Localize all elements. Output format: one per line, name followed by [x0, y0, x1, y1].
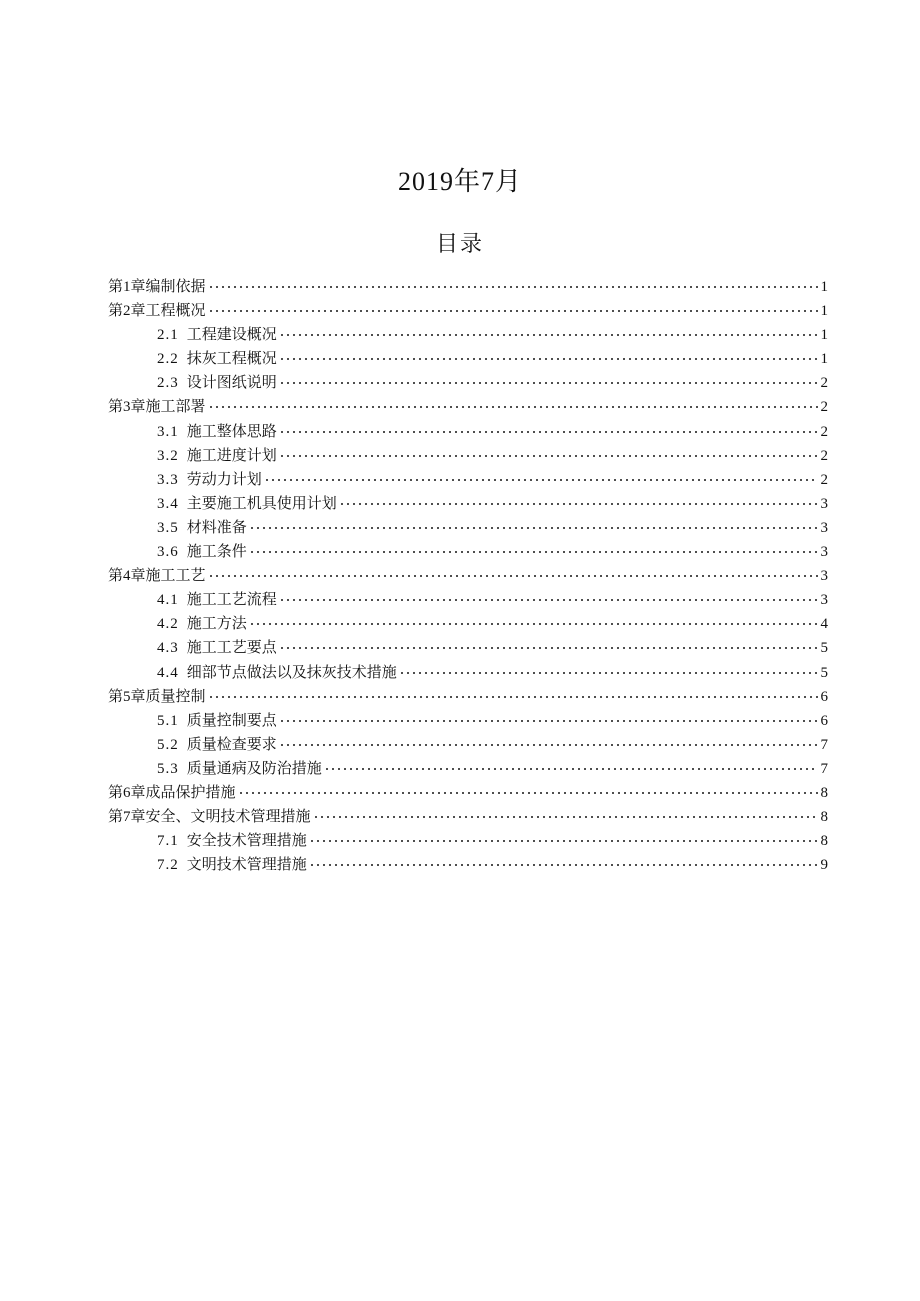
toc-page-number: 8	[820, 784, 828, 801]
toc-dot-leader	[279, 455, 818, 457]
toc-page-number: 1	[820, 327, 828, 344]
toc-entry-number: 5.3	[157, 760, 179, 777]
toc-dot-leader	[249, 623, 818, 625]
toc-entry-number: 2.3	[157, 375, 179, 392]
toc-entry-title: 设计图纸说明	[186, 375, 277, 392]
toc-page-number: 4	[820, 616, 828, 633]
toc-page-number: 9	[820, 857, 828, 874]
toc-section-entry[interactable]	[108, 492, 828, 516]
toc-entry-title: 质量控制要点	[186, 712, 277, 729]
toc-dot-leader	[309, 864, 818, 866]
toc-dot-leader	[238, 792, 818, 794]
toc-page-number: 7	[820, 736, 828, 753]
toc-dot-leader	[279, 647, 818, 649]
toc-dot-leader	[279, 334, 818, 336]
toc-entry-title: 第4章施工工艺	[108, 568, 206, 585]
toc-chapter-entry[interactable]	[108, 299, 828, 323]
toc-entry-number: 2.2	[157, 351, 179, 368]
toc-heading: 目录	[435, 231, 484, 256]
toc-chapter-entry[interactable]	[108, 275, 828, 299]
toc-chapter-entry[interactable]	[108, 564, 828, 588]
toc-dot-leader	[264, 479, 818, 481]
toc-entry-number: 3.2	[157, 447, 179, 464]
toc-page-number: 2	[820, 423, 828, 440]
toc-entry-title: 施工进度计划	[186, 447, 277, 464]
toc-entry-number: 3.4	[157, 495, 179, 512]
toc-dot-leader	[279, 382, 818, 384]
toc-chapter-entry[interactable]	[108, 685, 828, 709]
toc-entry-number: 2.1	[157, 327, 179, 344]
toc-dot-leader	[399, 672, 818, 674]
toc-page-number: 5	[820, 664, 828, 681]
toc-page-number: 1	[820, 351, 828, 368]
toc-page-number: 2	[820, 471, 828, 488]
toc-entry-number: 3.6	[157, 544, 179, 561]
toc-section-entry[interactable]	[108, 853, 828, 877]
toc-dot-leader	[279, 744, 818, 746]
toc-section-entry[interactable]	[108, 733, 828, 757]
toc-page-number: 3	[820, 568, 828, 585]
toc-dot-leader	[279, 358, 818, 360]
toc-page-number: 7	[820, 760, 828, 777]
toc-chapter-entry[interactable]	[108, 781, 828, 805]
toc-page-number: 3	[820, 495, 828, 512]
toc-section-entry[interactable]	[108, 516, 828, 540]
toc-dot-leader	[208, 696, 818, 698]
toc-page-number: 1	[820, 303, 828, 320]
toc-entry-number: 4.1	[157, 592, 179, 609]
toc-section-entry[interactable]	[108, 323, 828, 347]
toc-entry-title: 文明技术管理措施	[186, 857, 307, 874]
toc-page-number: 1	[820, 279, 828, 295]
toc-page-number: 6	[820, 712, 828, 729]
toc-chapter-entry[interactable]	[108, 805, 828, 829]
toc-entry-number: 7.2	[157, 857, 179, 874]
toc-dot-leader	[208, 406, 818, 408]
toc-entry-title: 第7章安全、文明技术管理措施	[108, 809, 311, 826]
toc-entry-title: 第1章编制依据	[108, 279, 206, 295]
toc-page-number: 3	[820, 544, 828, 561]
toc-page-number: 3	[820, 592, 828, 609]
toc-section-entry[interactable]	[108, 709, 828, 733]
toc-page-number: 6	[820, 688, 828, 705]
toc-entry-title: 质量通病及防治措施	[186, 760, 322, 777]
toc-entry-title: 细部节点做法以及抹灰技术措施	[186, 664, 397, 681]
toc-entry-title: 抹灰工程概况	[186, 351, 277, 368]
toc-section-entry[interactable]	[108, 420, 828, 444]
toc-entry-number: 3.3	[157, 471, 179, 488]
toc-entry-title: 第2章工程概况	[108, 303, 206, 320]
toc-entry-title: 主要施工机具使用计划	[186, 495, 337, 512]
toc-entry-title: 安全技术管理措施	[186, 833, 307, 850]
toc-chapter-entry[interactable]	[108, 395, 828, 419]
toc-section-entry[interactable]	[108, 757, 828, 781]
toc-page-number: 3	[820, 519, 828, 536]
toc-dot-leader	[279, 599, 818, 601]
toc-section-entry[interactable]	[108, 661, 828, 685]
toc-dot-leader	[249, 527, 818, 529]
toc-dot-leader	[309, 840, 818, 842]
toc-section-entry[interactable]	[108, 636, 828, 660]
toc-dot-leader	[339, 503, 818, 505]
toc-entry-title: 质量检查要求	[186, 736, 277, 753]
toc-entry-title: 工程建设概况	[186, 327, 277, 344]
toc-page-number: 2	[820, 399, 828, 416]
toc-entry-number: 3.1	[157, 423, 179, 440]
toc-entry-title: 劳动力计划	[186, 471, 262, 488]
toc-entry-number: 7.1	[157, 833, 179, 850]
toc-section-entry[interactable]	[108, 612, 828, 636]
toc-dot-leader	[313, 816, 818, 818]
toc-section-entry[interactable]	[108, 371, 828, 395]
toc-entry-title: 第5章质量控制	[108, 688, 206, 705]
toc-entry-title: 施工工艺要点	[186, 640, 277, 657]
toc-page-number: 8	[820, 833, 828, 850]
toc-dot-leader	[208, 286, 818, 288]
toc-dot-leader	[208, 310, 818, 312]
toc-page-number: 5	[820, 640, 828, 657]
toc-entry-number: 4.4	[157, 664, 179, 681]
toc-section-entry[interactable]	[108, 588, 828, 612]
toc-page-number: 2	[820, 447, 828, 464]
toc-page-number: 2	[820, 375, 828, 392]
toc-section-entry[interactable]	[108, 347, 828, 371]
toc-section-entry[interactable]	[108, 468, 828, 492]
toc-dot-leader	[279, 431, 818, 433]
toc-entry-title: 施工整体思路	[186, 423, 277, 440]
toc-dot-leader	[324, 768, 818, 770]
toc-entry-title: 材料准备	[186, 519, 247, 536]
table-of-contents	[108, 275, 828, 877]
toc-entry-title: 第6章成品保护措施	[108, 784, 236, 801]
toc-dot-leader	[208, 575, 818, 577]
toc-section-entry[interactable]	[108, 540, 828, 564]
toc-section-entry[interactable]	[108, 444, 828, 468]
toc-entry-title: 施工工艺流程	[186, 592, 277, 609]
toc-entry-title: 施工条件	[186, 544, 247, 561]
toc-dot-leader	[249, 551, 818, 553]
toc-entry-number: 3.5	[157, 519, 179, 536]
toc-entry-number: 4.3	[157, 640, 179, 657]
toc-entry-number: 4.2	[157, 616, 179, 633]
toc-entry-number: 5.2	[157, 736, 179, 753]
toc-dot-leader	[279, 720, 818, 722]
toc-section-entry[interactable]	[108, 829, 828, 853]
toc-entry-title: 施工方法	[186, 616, 247, 633]
toc-entry-title: 第3章施工部署	[108, 399, 206, 416]
toc-entry-number: 5.1	[157, 712, 179, 729]
document-date: 2019年7月	[397, 167, 522, 196]
toc-page-number: 8	[820, 809, 828, 826]
